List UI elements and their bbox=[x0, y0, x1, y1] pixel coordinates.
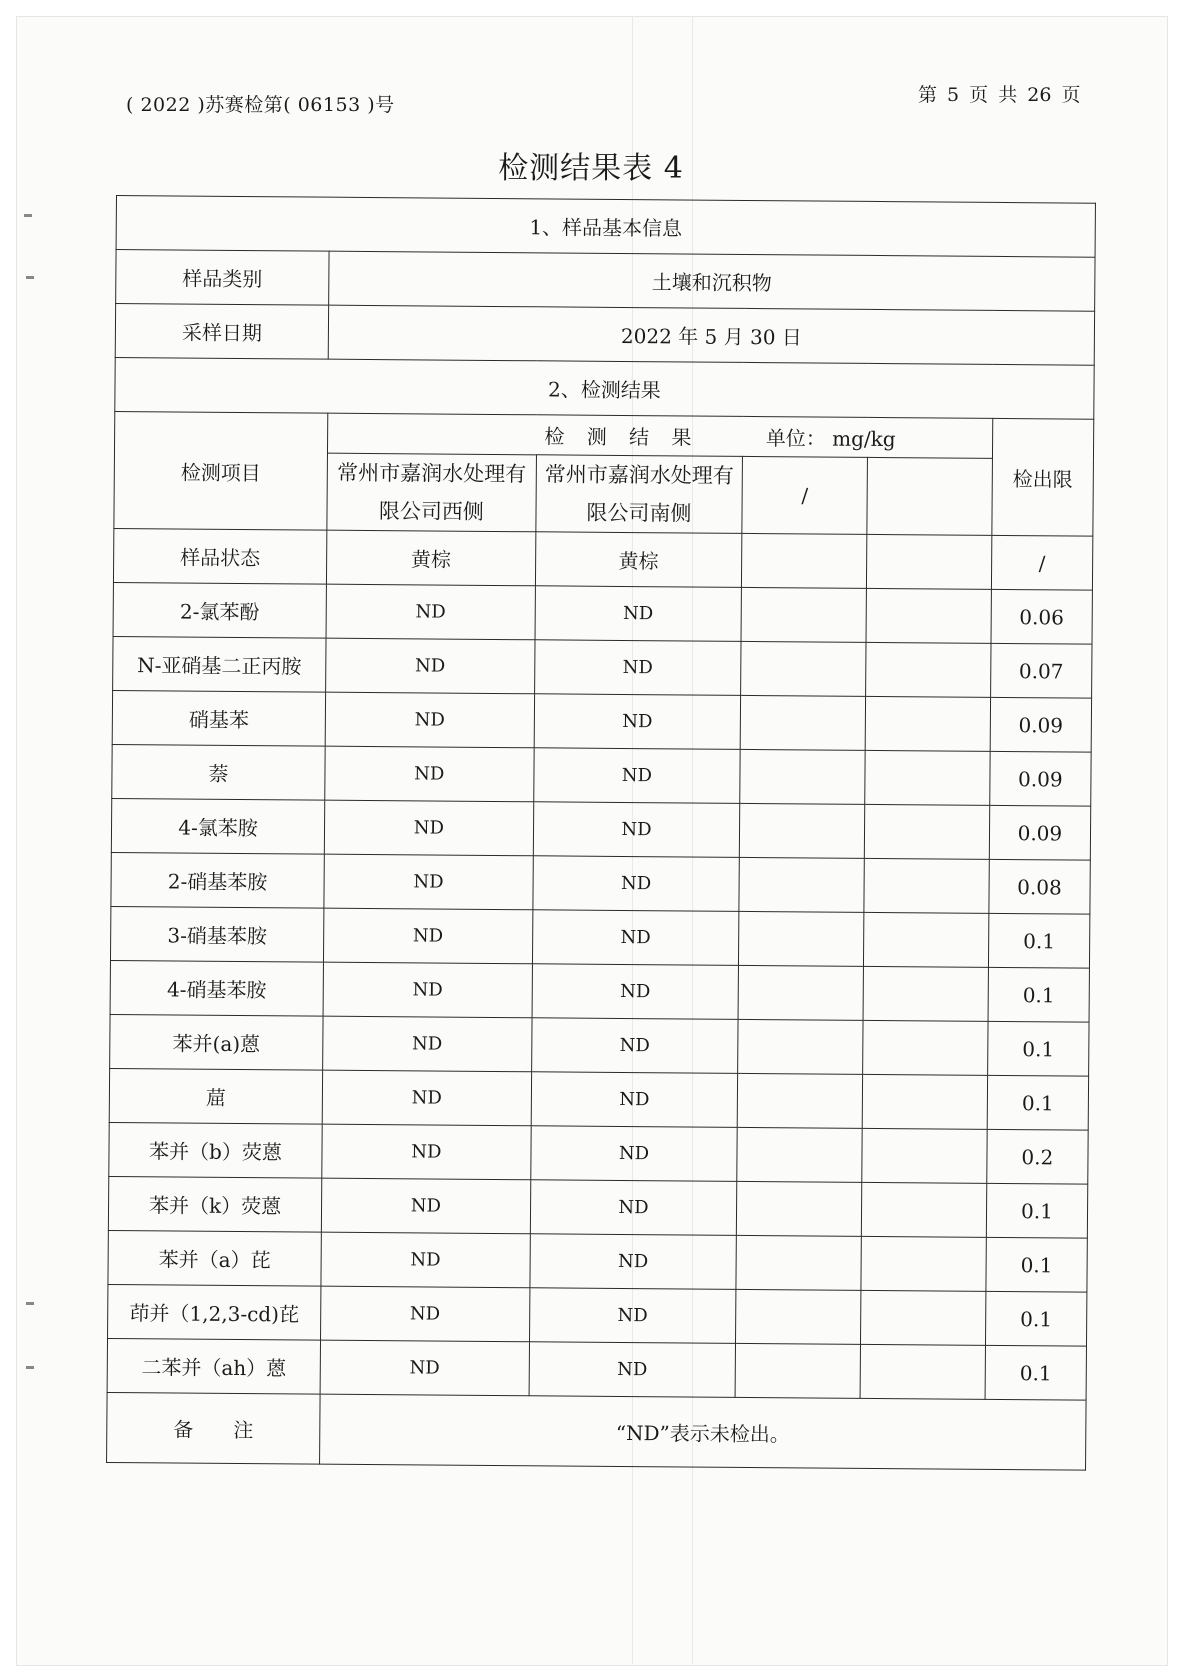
result-value-empty bbox=[736, 1235, 861, 1290]
item-name: N-亚硝基二正丙胺 bbox=[113, 636, 326, 692]
remark-row bbox=[107, 1392, 1087, 1470]
table-row bbox=[108, 1284, 1087, 1346]
info-value: 土壤和沉积物 bbox=[329, 251, 1095, 311]
item-name: 䓛 bbox=[109, 1068, 322, 1124]
item-name: 苯并(a)蒽 bbox=[110, 1014, 323, 1070]
table-row bbox=[113, 636, 1092, 698]
report-number: ( 2022 )苏赛检第( 06153 )号 bbox=[126, 94, 395, 116]
result-value: ND bbox=[326, 638, 535, 694]
info-row bbox=[116, 250, 1095, 312]
location-empty: / bbox=[742, 456, 867, 534]
result-value: ND bbox=[530, 1234, 737, 1290]
result-value-empty bbox=[741, 587, 866, 642]
info-value: 2022 年 5 月 30 日 bbox=[328, 305, 1094, 365]
result-value-empty bbox=[741, 641, 866, 696]
detection-limit: 0.07 bbox=[990, 643, 1092, 698]
item-name: 苯并（k）荧蒽 bbox=[108, 1176, 321, 1232]
result-value-empty bbox=[861, 1290, 986, 1345]
detection-limit: 0.1 bbox=[987, 1075, 1089, 1130]
result-value: ND bbox=[535, 586, 742, 642]
result-value: ND bbox=[321, 1178, 530, 1234]
document-title: 检测结果表 4 bbox=[498, 151, 684, 186]
result-value-empty bbox=[862, 1074, 987, 1129]
info-label: 样品类别 bbox=[116, 250, 329, 306]
result-value-empty bbox=[737, 1073, 862, 1128]
result-value-empty bbox=[738, 965, 863, 1020]
result-value-empty bbox=[866, 642, 991, 697]
state-value bbox=[866, 534, 991, 589]
result-value-empty bbox=[865, 696, 990, 751]
sample-state-row bbox=[113, 528, 1092, 590]
section1-heading-row bbox=[116, 196, 1095, 258]
result-value-empty bbox=[862, 1128, 987, 1183]
detection-limit: 0.1 bbox=[985, 1345, 1087, 1400]
result-value: ND bbox=[533, 856, 740, 912]
result-value-empty bbox=[738, 1019, 863, 1074]
detection-limit: 0.1 bbox=[986, 1237, 1088, 1292]
result-value: ND bbox=[321, 1286, 530, 1342]
result-value: ND bbox=[532, 964, 739, 1020]
section-heading: 2、检测结果 bbox=[115, 357, 1094, 419]
section-heading: 1、样品基本信息 bbox=[116, 196, 1095, 258]
result-value: ND bbox=[530, 1180, 737, 1236]
table-row bbox=[112, 690, 1091, 752]
result-value: ND bbox=[534, 640, 741, 696]
item-name: 硝基苯 bbox=[112, 690, 325, 746]
result-value-empty bbox=[739, 857, 864, 912]
result-value-empty bbox=[863, 966, 988, 1021]
page-number: 第 5 页 共 26 页 bbox=[918, 84, 1081, 106]
item-name: 二苯并（ah）蒽 bbox=[107, 1338, 320, 1394]
detection-limit: 0.1 bbox=[988, 967, 1090, 1022]
result-value-empty bbox=[863, 912, 988, 967]
result-value: ND bbox=[529, 1288, 736, 1344]
detection-limit: 0.1 bbox=[988, 913, 1090, 968]
result-value: ND bbox=[529, 1342, 736, 1398]
info-row bbox=[115, 304, 1094, 366]
item-name: 4-氯苯胺 bbox=[111, 798, 324, 854]
result-value: ND bbox=[531, 1072, 738, 1128]
section2-heading-row bbox=[115, 357, 1094, 419]
result-value-empty bbox=[861, 1182, 986, 1237]
result-value: ND bbox=[533, 748, 740, 804]
result-value: ND bbox=[320, 1340, 529, 1396]
table-row bbox=[113, 582, 1092, 644]
item-column-header: 检测项目 bbox=[114, 411, 328, 530]
result-value: ND bbox=[321, 1232, 530, 1288]
item-name: 苯并（a）芘 bbox=[108, 1230, 321, 1286]
state-value: 黄棕 bbox=[535, 532, 742, 588]
result-value: ND bbox=[323, 908, 532, 964]
result-value-empty bbox=[865, 750, 990, 805]
result-value-empty bbox=[861, 1236, 986, 1291]
results-header bbox=[327, 413, 992, 458]
location-west: 常州市嘉润水处理有限公司西侧 bbox=[327, 453, 536, 532]
result-value: ND bbox=[323, 962, 532, 1018]
table-row bbox=[111, 798, 1090, 860]
results-table bbox=[106, 195, 1096, 1471]
result-value-empty bbox=[739, 911, 864, 966]
result-value: ND bbox=[324, 800, 533, 856]
table-row bbox=[110, 960, 1089, 1022]
detection-limit: 0.1 bbox=[986, 1183, 1088, 1238]
result-value: ND bbox=[532, 910, 739, 966]
table-row bbox=[112, 744, 1091, 806]
state-limit: / bbox=[991, 535, 1093, 590]
detection-limit: 0.09 bbox=[990, 697, 1092, 752]
result-value-empty bbox=[736, 1289, 861, 1344]
state-value bbox=[742, 533, 867, 588]
scan-speck bbox=[26, 1302, 34, 1305]
result-value-empty bbox=[737, 1181, 862, 1236]
result-value-empty bbox=[735, 1343, 860, 1398]
result-value: ND bbox=[531, 1018, 738, 1074]
detection-limit: 0.09 bbox=[989, 805, 1091, 860]
item-name: 萘 bbox=[112, 744, 325, 800]
results-header-label: 检 测 结 果 bbox=[544, 424, 700, 450]
result-value-empty bbox=[860, 1344, 985, 1399]
table-row bbox=[108, 1230, 1087, 1292]
result-value-empty bbox=[866, 588, 991, 643]
result-value: ND bbox=[530, 1126, 737, 1182]
table-row bbox=[108, 1176, 1087, 1238]
unit-label: 单位： mg/kg bbox=[765, 426, 896, 452]
detection-limit: 0.06 bbox=[991, 589, 1093, 644]
detection-limit: 0.08 bbox=[989, 859, 1091, 914]
results-header-row bbox=[114, 411, 1093, 459]
table-row bbox=[109, 1068, 1088, 1130]
info-label: 采样日期 bbox=[115, 304, 328, 360]
result-value: ND bbox=[322, 1124, 531, 1180]
result-value: ND bbox=[324, 854, 533, 910]
result-value: ND bbox=[533, 802, 740, 858]
location-empty bbox=[867, 457, 992, 535]
result-value: ND bbox=[323, 1016, 532, 1072]
result-value-empty bbox=[740, 749, 865, 804]
item-name: 2-氯苯酚 bbox=[113, 582, 326, 638]
detection-limit: 0.09 bbox=[990, 751, 1092, 806]
table-row bbox=[110, 1014, 1089, 1076]
detection-limit: 0.2 bbox=[987, 1129, 1089, 1184]
table-row bbox=[107, 1338, 1086, 1400]
result-value-empty bbox=[740, 803, 865, 858]
scan-speck bbox=[26, 276, 34, 279]
scan-speck bbox=[26, 1366, 34, 1369]
result-value-empty bbox=[737, 1127, 862, 1182]
result-value-empty bbox=[864, 858, 989, 913]
state-value: 黄棕 bbox=[326, 530, 535, 586]
result-value: ND bbox=[534, 694, 741, 750]
result-value: ND bbox=[325, 692, 534, 748]
detection-limit: 0.1 bbox=[987, 1021, 1089, 1076]
item-name: 4-硝基苯胺 bbox=[110, 960, 323, 1016]
result-value-empty bbox=[740, 695, 865, 750]
item-name: 2-硝基苯胺 bbox=[111, 852, 324, 908]
limit-column-header: 检出限 bbox=[992, 418, 1094, 536]
table-row bbox=[110, 906, 1089, 968]
table-row bbox=[111, 852, 1090, 914]
remark-label: 备 注 bbox=[107, 1392, 321, 1464]
result-value: ND bbox=[326, 584, 535, 640]
result-value-empty bbox=[864, 804, 989, 859]
item-name: 3-硝基苯胺 bbox=[110, 906, 323, 962]
remark-text: “ND”表示未检出。 bbox=[320, 1394, 1087, 1470]
table-row bbox=[109, 1122, 1088, 1184]
state-label: 样品状态 bbox=[113, 528, 326, 584]
result-value: ND bbox=[322, 1070, 531, 1126]
scan-speck bbox=[24, 214, 32, 217]
location-south: 常州市嘉润水处理有限公司南侧 bbox=[536, 455, 743, 534]
item-name: 茚并（1,2,3-cd)芘 bbox=[108, 1284, 321, 1340]
item-name: 苯并（b）荧蒽 bbox=[109, 1122, 322, 1178]
result-value-empty bbox=[863, 1020, 988, 1075]
result-value: ND bbox=[325, 746, 534, 802]
detection-limit: 0.1 bbox=[985, 1291, 1087, 1346]
